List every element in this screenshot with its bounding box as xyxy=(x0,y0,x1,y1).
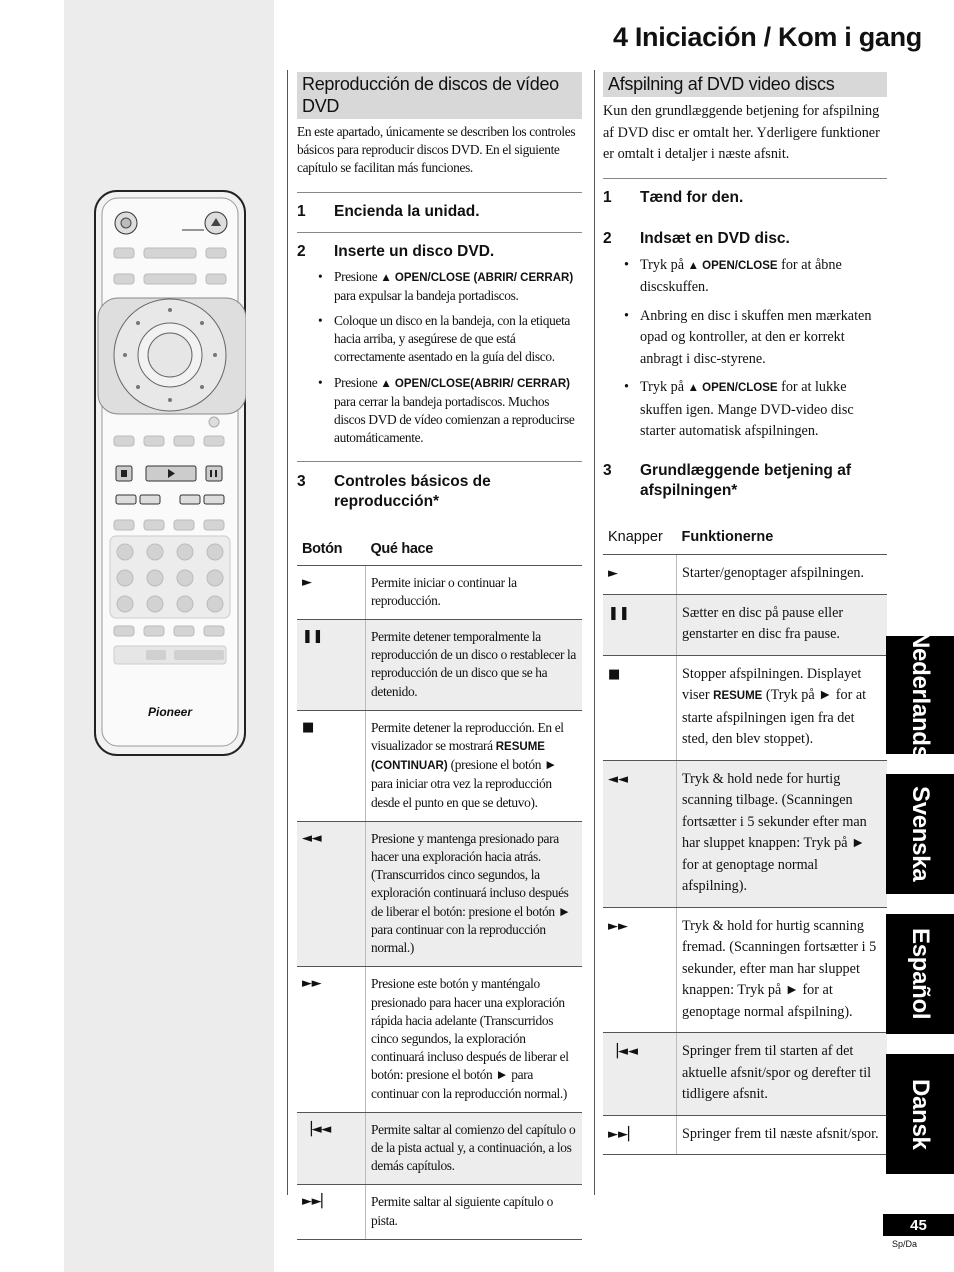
table-header: Botón xyxy=(297,534,366,565)
section-heading-es: Reproducción de discos de vídeo DVD xyxy=(297,72,582,119)
table-row: ▕◄◄ Permite saltar al comienzo del capítulo o de la pista actual y, a continuación, a los demás capítulos. xyxy=(297,1112,582,1185)
controls-table-es xyxy=(297,534,582,1239)
page-title: 4 Iniciación / Kom i gang xyxy=(612,22,922,52)
rewind-icon: ◄◄ xyxy=(603,760,677,907)
step-2-bullets-da xyxy=(603,255,887,443)
table-row: ► Permite iniciar o continuar la reproducción. xyxy=(297,565,582,619)
step-3-es: 3 Controles básicos de reproducción* xyxy=(297,473,491,511)
table-row: ►►▏ Permite saltar al siguiente capítulo o pista. xyxy=(297,1185,582,1239)
table-row: ►► Tryk & hold for hurtig scanning fremad. (Scanningen fortsætter i 5 sekunder, efter man har sluppet knappen: Tryk på ► for at genoptage normal afspilning). xyxy=(603,907,887,1033)
column-divider-middle xyxy=(594,70,595,1195)
stop-icon: ■ xyxy=(603,655,677,760)
divider xyxy=(603,178,887,179)
rewind-icon: ◄◄ xyxy=(297,821,366,966)
table-row: ► Starter/genoptager afspilningen. xyxy=(603,555,887,595)
section-heading-da: Afspilning af DVD video discs xyxy=(603,72,887,97)
list-item: • Presione ▲ OPEN/CLOSE(ABRIR/ CERRAR) para cerrar la bandeja portadiscos. Muchos discos DVD de vídeo comienzan a reproducirse automáticamente. xyxy=(334,374,582,448)
page-number: 45 xyxy=(883,1214,954,1236)
skip-next-icon: ►►▏ xyxy=(297,1185,366,1239)
pause-icon: ❚❚ xyxy=(297,620,366,711)
play-icon: ► xyxy=(603,555,677,595)
intro-es: En este apartado, únicamente se describen los controles básicos para reproducir discos DVD. En el siguiente capítulo se facilitan más funciones. xyxy=(297,124,576,176)
pause-icon: ❚❚ xyxy=(603,594,677,655)
list-item: • Tryk på ▲ OPEN/CLOSE for at åbne discskuffen. xyxy=(640,255,887,299)
stop-icon: ■ xyxy=(297,710,366,821)
column-divider-left xyxy=(287,70,288,1195)
tab-espanol[interactable]: Español xyxy=(886,914,954,1034)
danish-column xyxy=(603,72,887,1155)
tab-svenska[interactable]: Svenska xyxy=(886,774,954,894)
table-row: ►►▏ Springer frem til næste afsnit/spor. xyxy=(603,1115,887,1155)
skip-next-icon: ►►▏ xyxy=(603,1115,677,1155)
table-row: ▕◄◄ Springer frem til starten af det aktuelle afsnit/spor og derefter til tidligere afsnit. xyxy=(603,1033,887,1116)
table-row: ◄◄ Presione y mantenga presionado para hacer una exploración hacia atrás. (Transcurridos cinco segundos, la exploración continuará incluso después de liberar el botón: presione el botón ► para continuar con la reproducción normal.) xyxy=(297,821,582,966)
step-1-da: 1 Tænd for den. xyxy=(603,188,744,206)
list-item: • Tryk på ▲ OPEN/CLOSE for at lukke skuffen igen. Mange DVD-video disc starter automatisk afspilningen. xyxy=(640,377,887,443)
skip-previous-icon: ▕◄◄ xyxy=(297,1112,366,1185)
page-code: Sp/Da xyxy=(892,1239,918,1249)
intro-da: Kun den grundlæggende betjening for afspilning af DVD disc er omtalt her. Yderligere funktioner er omtalt i detaljer i næste afsnit. xyxy=(603,103,880,162)
list-item: • Presione ▲ OPEN/CLOSE (ABRIR/ CERRAR) para expulsar la bandeja portadiscos. xyxy=(334,268,582,305)
table-header: Knapper xyxy=(603,521,677,555)
tab-dansk[interactable]: Dansk xyxy=(886,1054,954,1174)
step-3-da: 3 Grundlæggende betjening af afspilningen* xyxy=(603,461,851,499)
step-2-bullets-es xyxy=(297,268,582,448)
table-header: Funktionerne xyxy=(677,521,888,555)
list-item: • Coloque un disco en la bandeja, con la etiqueta hacia arriba, y asegúrese de que está correctamente asentado en la guía del disco. xyxy=(334,312,582,367)
play-icon: ► xyxy=(297,565,366,619)
remote-brand-logo: Pioneer xyxy=(147,705,193,719)
table-row: ►► Presione este botón y manténgalo presionado para hacer una exploración rápida hacia adelante (Transcurridos cinco segundos, la exploración continuará incluso después de liberar el botón: presione el botón ► para continuar con la reproducción normal.) xyxy=(297,967,582,1112)
controls-table-da xyxy=(603,521,887,1156)
step-2-da: 2 Indsæt en DVD disc. xyxy=(603,229,790,247)
divider xyxy=(297,232,582,233)
step-2-es: 2 Inserte un disco DVD. xyxy=(297,242,495,260)
divider xyxy=(297,461,582,462)
fast-forward-icon: ►► xyxy=(297,967,366,1112)
tab-nederlands[interactable]: Nederlands xyxy=(886,636,954,754)
divider xyxy=(297,192,582,193)
table-row: ■ Stopper afspilningen. Displayet viser RESUME (Tryk på ► for at starte afspilningen igen fra det sted, den blev stoppet). xyxy=(603,655,887,760)
step-1-es: 1 Encienda la unidad. xyxy=(297,202,480,220)
remote-control-illustration xyxy=(94,190,246,756)
table-row: ■ Permite detener la reproducción. En el visualizador se mostrará RESUME (CONTINUAR) (presione el botón ► para iniciar otra vez la reproducción desde el punto en que se detuvo). xyxy=(297,710,582,821)
table-row: ◄◄ Tryk & hold nede for hurtig scanning tilbage. (Scanningen fortsætter i 5 sekunder efter man har sluppet knappen: Tryk på ► for at genoptage normal afspilning). xyxy=(603,760,887,907)
skip-previous-icon: ▕◄◄ xyxy=(603,1033,677,1116)
table-row: ❚❚ Sætter en disc på pause eller genstarter en disc fra pause. xyxy=(603,594,887,655)
fast-forward-icon: ►► xyxy=(603,907,677,1033)
spanish-column xyxy=(297,72,582,1240)
table-header: Qué hace xyxy=(366,534,583,565)
list-item: • Anbring en disc i skuffen men mærkaten opad og kontroller, at den er korrekt anbragt i disc-styrene. xyxy=(640,306,887,371)
table-row: ❚❚ Permite detener temporalmente la reproducción de un disco o restablecer la reproducción de un disco que se ha detenido. xyxy=(297,620,582,711)
